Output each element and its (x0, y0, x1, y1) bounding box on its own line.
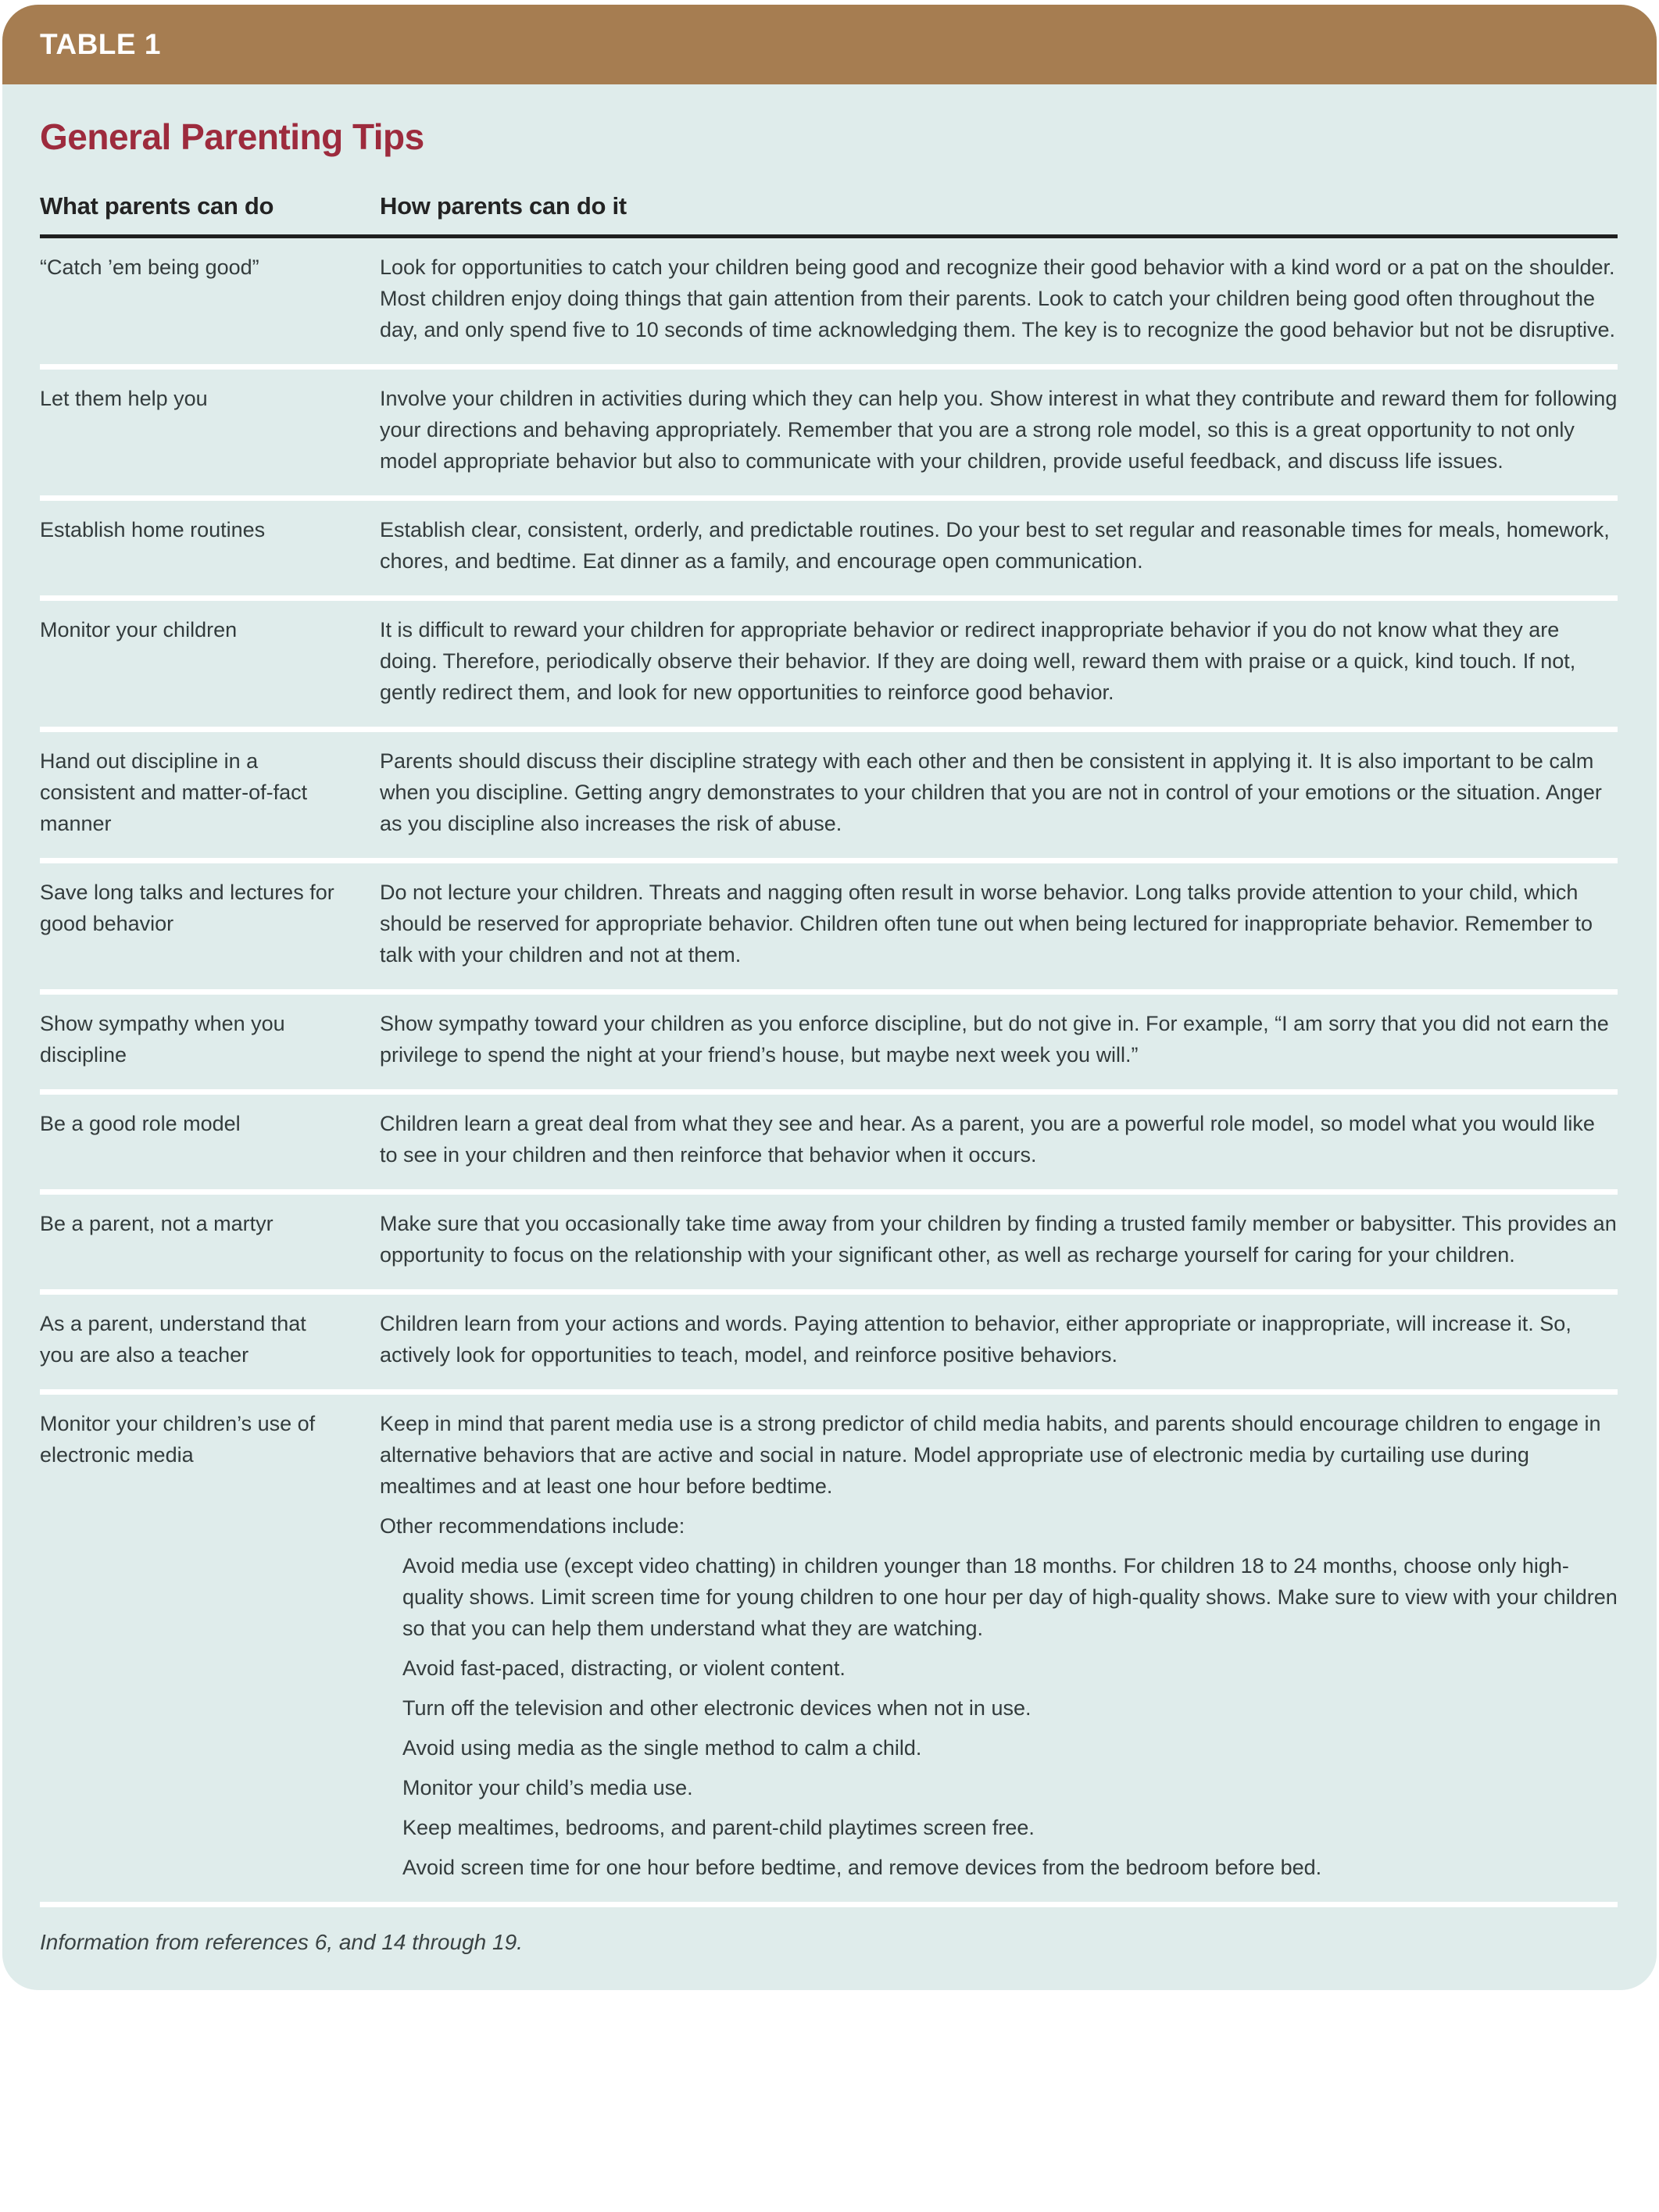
row-details (380, 1008, 1618, 1070)
detail-paragraph: Involve your children in activities during which they can help you. Show interest in what they contribute and reward them for following your directions and behaving appropriately. Remember that you are a strong role model, so this is a great opportunity to not only model appropriate behavior but also to communicate with your children, provide useful feedback, and discuss life issues. (380, 387, 1618, 473)
column-header-how: How parents can do it (380, 192, 627, 220)
table-row (40, 995, 1618, 1095)
table-row (40, 238, 1618, 370)
row-heading: Be a good role model (40, 1112, 241, 1135)
row-heading: Let them help you (40, 387, 208, 410)
row-heading: Monitor your children’s use of electronic media (40, 1412, 316, 1467)
detail-paragraph: Look for opportunities to catch your children being good and recognize their good behavior with a kind word or a pat on the shoulder. Most children enjoy doing things that gain attention from their parents. Look to catch your children being good often throughout the day, and only spend five to 10 seconds of time acknowledging them. The key is to recognize the good behavior but not be disruptive. (380, 256, 1615, 341)
detail-paragraph: Keep in mind that parent media use is a strong predictor of child media habits, and parents should encourage children to engage in alternative behaviors that are active and social in nature. Model appropriate use of electronic media by curtailing use during mealtimes and at least one hour before bedtime. (380, 1412, 1601, 1498)
detail-sub-item: Keep mealtimes, bedrooms, and parent-child playtimes screen free. (402, 1816, 1035, 1839)
row-heading: As a parent, understand that you are also a teacher (40, 1312, 306, 1367)
table-footnote: Information from references 6, and 14 through 19. (40, 1930, 523, 1954)
row-details (380, 1408, 1618, 1883)
detail-sub-item: Turn off the television and other electronic devices when not in use. (402, 1696, 1032, 1720)
table-title: General Parenting Tips (40, 116, 424, 157)
detail-paragraph: Parents should discuss their discipline strategy with each other and then be consistent in applying it. It is also important to be calm when you discipline. Getting angry demonstrates to your children that you are not in control of your emotions or the situation. Anger as you discipline also increases the risk of abuse. (380, 749, 1602, 835)
row-details (380, 252, 1618, 345)
detail-sub-item: Monitor your child’s media use. (402, 1776, 693, 1799)
table-row (40, 1095, 1618, 1195)
detail-sub-item: Avoid fast-paced, distracting, or violent content. (402, 1656, 846, 1680)
detail-paragraph: It is difficult to reward your children for appropriate behavior or redirect inappropriate behavior if you do not know what they are doing. Therefore, periodically observe their behavior. If they are doing well, reward them with praise or a quick, kind touch. If not, gently redirect them, and look for new opportunities to reinforce good behavior. (380, 618, 1576, 704)
table-row (40, 732, 1618, 863)
row-heading: “Catch ’em being good” (40, 256, 259, 279)
row-details (380, 1108, 1618, 1170)
table-row (40, 863, 1618, 995)
table-row (40, 501, 1618, 601)
row-heading: Hand out discipline in a consistent and matter-of-fact manner (40, 749, 308, 835)
table-row (40, 1395, 1618, 1907)
table-card (2, 5, 1657, 1990)
detail-paragraph: Other recommendations include: (380, 1514, 685, 1538)
table-row (40, 1195, 1618, 1295)
detail-paragraph: Make sure that you occasionally take time away from your children by finding a trusted family member or babysitter. This provides an opportunity to focus on the relationship with your significant other, as well as recharge yourself for caring for your children. (380, 1212, 1617, 1267)
detail-paragraph: Establish clear, consistent, orderly, and predictable routines. Do your best to set regular and reasonable times for meals, homework, chores, and bedtime. Eat dinner as a family, and encourage open communication. (380, 518, 1610, 573)
row-details (380, 745, 1618, 839)
table-row (40, 601, 1618, 732)
detail-paragraph: Show sympathy toward your children as you enforce discipline, but do not give in. For example, “I am sorry that you did not earn the privilege to spend the night at your friend’s house, but maybe next week you will.” (380, 1012, 1609, 1067)
column-header-what: What parents can do (40, 192, 274, 220)
detail-sub-item: Avoid using media as the single method to calm a child. (402, 1736, 922, 1760)
detail-paragraph: Children learn from your actions and words. Paying attention to behavior, either appropriate or inappropriate, will increase it. So, actively look for opportunities to teach, model, and reinforce positive behaviors. (380, 1312, 1571, 1367)
row-heading: Monitor your children (40, 618, 238, 641)
table-row (40, 370, 1618, 501)
table-content-area (2, 84, 1657, 1990)
table-rows (40, 238, 1618, 1907)
row-details (380, 1308, 1618, 1370)
detail-paragraph: Children learn a great deal from what they see and hear. As a parent, you are a powerful role model, so model what you would like to see in your children and then reinforce that behavior when it occurs. (380, 1112, 1595, 1167)
row-details (380, 877, 1618, 970)
row-details (380, 614, 1618, 708)
row-heading: Establish home routines (40, 518, 266, 541)
column-header-row (40, 192, 1618, 238)
row-details (380, 383, 1618, 477)
row-heading: Save long talks and lectures for good behavior (40, 881, 334, 935)
detail-sub-item: Avoid screen time for one hour before bedtime, and remove devices from the bedroom before bed. (402, 1856, 1322, 1879)
table-row (40, 1295, 1618, 1395)
table-number-label: TABLE 1 (40, 28, 161, 60)
row-heading: Be a parent, not a martyr (40, 1212, 274, 1235)
row-details (380, 514, 1618, 577)
row-heading: Show sympathy when you discipline (40, 1012, 285, 1067)
table-header-bar (2, 5, 1657, 84)
row-details (380, 1208, 1618, 1270)
detail-paragraph: Do not lecture your children. Threats and nagging often result in worse behavior. Long talks provide attention to your child, which should be reserved for appropriate behavior. Children often tune out when being lectured for inappropriate behavior. Remember to talk with your children and not at them. (380, 881, 1593, 967)
detail-sub-item: Avoid media use (except video chatting) in children younger than 18 months. For children 18 to 24 months, choose only high-quality shows. Limit screen time for young children to one hour per day of high-quality shows. Make sure to view with your children so that you can help them understand what they are watching. (402, 1554, 1618, 1640)
